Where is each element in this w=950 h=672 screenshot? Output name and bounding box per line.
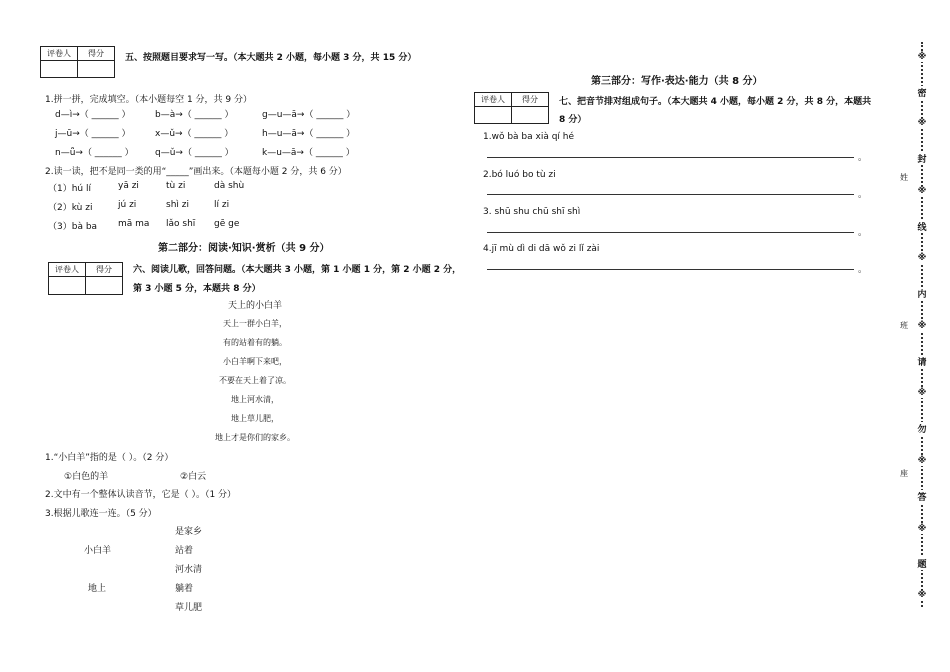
row2-d: lí zi <box>214 200 230 210</box>
name-label: 姓 <box>900 173 908 182</box>
sec6-q3: 3.根据儿歌连一连。（5 分） <box>45 509 157 519</box>
poem-line-6: 地上草儿肥， <box>231 414 279 423</box>
seal-mark: ※ <box>917 590 927 600</box>
seal-char-wu: 勿 <box>916 422 928 435</box>
end-mark-2: 。 <box>858 190 868 200</box>
poem-title: 天上的小白羊 <box>227 301 282 311</box>
end-mark-3: 。 <box>858 228 868 238</box>
seal-mark: ※ <box>917 253 927 263</box>
pinyin-3-1: n—ǚ→（ ______ ） <box>55 148 134 158</box>
row3-c: lǎo shī <box>166 219 196 229</box>
sentence-item-1: 1.wǒ bà ba xià qí hé <box>483 132 575 142</box>
section6-title2: 第 3 小题 5 分，本题共 8 分） <box>133 284 261 294</box>
sec6-q1-option-a: ①白色的羊 <box>64 472 109 482</box>
row3-a: （3）bà ba <box>48 222 98 232</box>
end-mark-4: 。 <box>858 265 868 275</box>
class-label: 班 <box>900 321 908 330</box>
seal-char-ti: 题 <box>916 557 928 570</box>
row1-d: dà shù <box>214 181 245 191</box>
match-right-2: 站着 <box>175 546 194 556</box>
seal-char-nei: 内 <box>916 287 928 300</box>
section7-title1: 七、把音节排对组成句子。（本大题共 4 小题，每小题 2 分，共 8 分，本题共 <box>559 97 872 107</box>
section7-title2: 8 分） <box>559 115 587 125</box>
poem-line-7: 地上才是你们的家乡。 <box>215 433 295 442</box>
sec6-q1: 1.“小白羊”指的是（ ）。（2 分） <box>45 453 174 463</box>
section5-title: 五、按照题目要求写一写。（本大题共 2 小题，每小题 3 分，共 15 分） <box>125 53 417 63</box>
seal-mark: ※ <box>917 321 927 331</box>
sentence-item-4: 4.jī mù dì di dā wǒ zi lǐ zài <box>483 244 600 254</box>
seal-mark: ※ <box>917 524 927 534</box>
sec5-q2: 2.读一读，把不是同一类的用“_____”画出来。（本题每小题 2 分，共 6 分） <box>45 167 347 177</box>
seal-char-xian: 线 <box>916 220 928 233</box>
end-mark-1: 。 <box>858 153 868 163</box>
pinyin-3-2: q—ǔ→（ ______ ） <box>155 148 234 158</box>
seal-mark: ※ <box>917 456 927 466</box>
pinyin-2-3: h—u—ā→（ ______ ） <box>262 129 356 139</box>
row2-b: jú zi <box>118 200 137 210</box>
poem-line-3: 小白羊啊下来吧， <box>223 357 287 366</box>
poem-line-1: 天上一群小白羊， <box>223 319 287 328</box>
poem-line-2: 有的站着有的躺。 <box>223 338 287 347</box>
seal-char-feng: 封 <box>916 152 928 165</box>
score-box-6 <box>48 262 123 295</box>
match-left-2: 地上 <box>88 584 107 594</box>
seal-mark: ※ <box>917 52 927 62</box>
sec6-q2: 2.文中有一个整体认读音节，它是（ ）。（1 分） <box>45 490 237 500</box>
match-right-3: 河水清 <box>175 565 203 575</box>
score-label2: 得分 <box>86 263 123 277</box>
seal-mark: ※ <box>917 388 927 398</box>
score-label: 评卷人 <box>49 263 86 277</box>
match-right-4: 躺着 <box>175 584 194 594</box>
pinyin-1-2: b—à→（ ______ ） <box>155 110 234 120</box>
part2-heading: 第二部分：阅读·知识·赏析（共 9 分） <box>158 243 330 254</box>
score-label: 评卷人 <box>41 47 78 61</box>
match-right-1: 是家乡 <box>175 527 203 537</box>
score-label: 评卷人 <box>475 93 512 107</box>
pinyin-2-2: x—ǔ→（ ______ ） <box>155 129 234 139</box>
poem-line-5: 地上河水清， <box>231 395 279 404</box>
row1-b: yā zi <box>118 181 139 191</box>
answer-line-2[interactable] <box>487 194 854 195</box>
score-label2: 得分 <box>78 47 115 61</box>
sec6-q1-option-b: ②白云 <box>180 472 207 482</box>
pinyin-1-3: g—u—ā→（ ______ ） <box>262 110 356 120</box>
seat-label: 座 <box>900 469 908 478</box>
score-box-5 <box>40 46 115 78</box>
sentence-item-3: 3. shū shu chū shī shì <box>483 207 581 217</box>
seal-char-da: 答 <box>916 490 928 503</box>
seal-mark: ※ <box>917 118 927 128</box>
section6-title1: 六、阅读儿歌，回答问题。（本大题共 3 小题，第 1 小题 1 分，第 2 小题 2 分， <box>133 265 462 275</box>
match-right-5: 草儿肥 <box>175 603 203 613</box>
part3-heading: 第三部分：写作·表达·能力（共 8 分） <box>591 76 763 87</box>
sec5-q1: 1.拼一拼，完成填空。（本小题每空 1 分，共 9 分） <box>45 95 252 105</box>
poem-line-4: 不要在天上着了凉。 <box>219 376 291 385</box>
pinyin-3-3: k—u—ā→（ ______ ） <box>262 148 355 158</box>
match-left-1: 小白羊 <box>84 546 112 556</box>
seal-mark: ※ <box>917 186 927 196</box>
score-label2: 得分 <box>512 93 549 107</box>
row1-c: tù zi <box>166 181 186 191</box>
row1-a: （1）hú lí <box>48 184 91 194</box>
row2-c: shì zi <box>166 200 189 210</box>
row3-d: gē ge <box>214 219 240 229</box>
answer-line-1[interactable] <box>487 157 854 158</box>
score-box-7 <box>474 92 549 124</box>
seal-char-qing: 请 <box>916 355 928 368</box>
sentence-item-2: 2.bó luó bo tù zi <box>483 170 556 180</box>
answer-line-3[interactable] <box>487 232 854 233</box>
answer-line-4[interactable] <box>487 269 854 270</box>
pinyin-1-1: d—ì→（ ______ ） <box>55 110 131 120</box>
row3-b: mā ma <box>118 219 150 229</box>
seal-char-mi: 密 <box>916 86 928 99</box>
row2-a: （2）kù zi <box>48 203 93 213</box>
pinyin-2-1: j—ū→（ ______ ） <box>55 129 131 139</box>
